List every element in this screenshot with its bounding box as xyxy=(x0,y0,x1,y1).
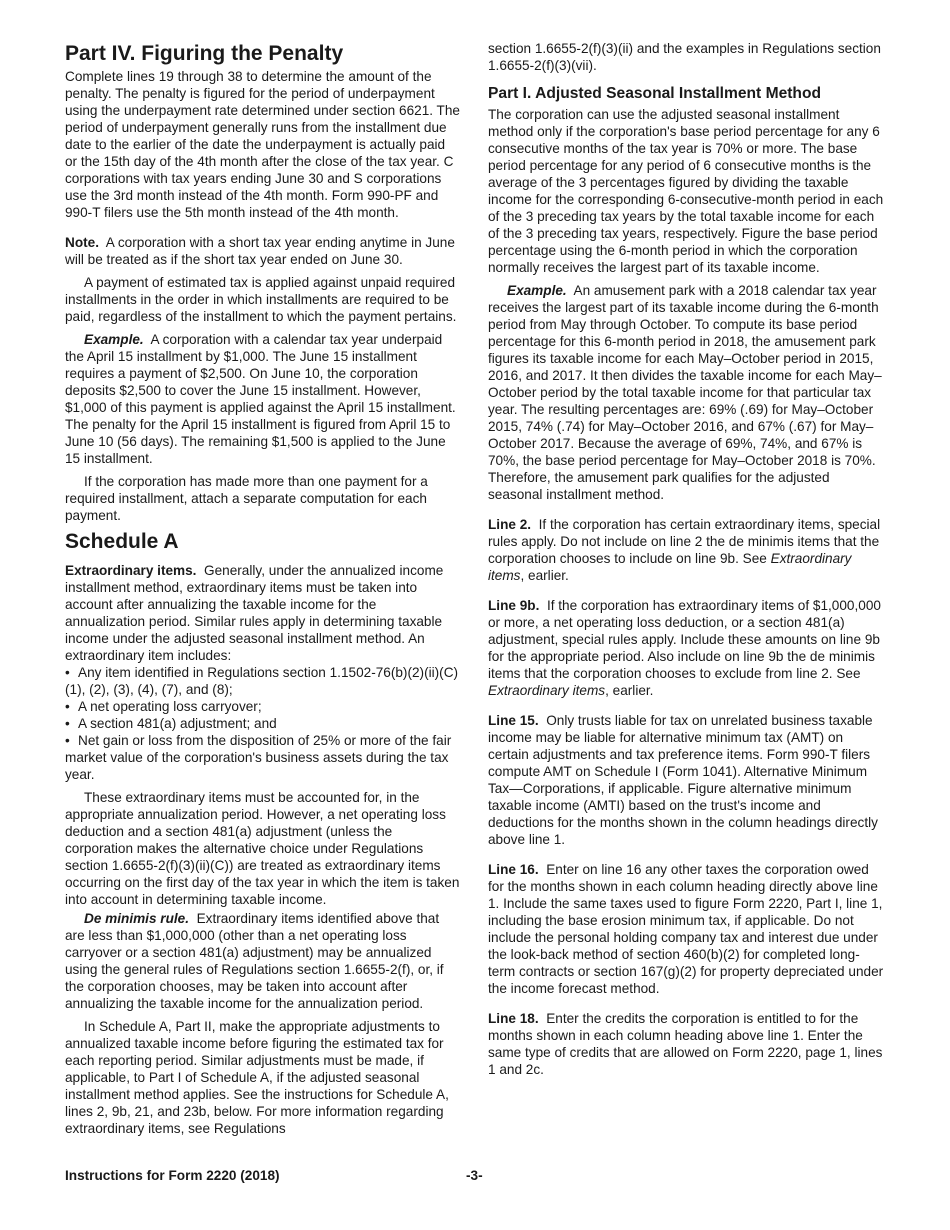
example-label: Example. xyxy=(507,283,567,298)
note-paragraph xyxy=(65,234,460,268)
payment-paragraph: A payment of estimated tax is applied against unpaid required installments in the order in which installments are required to be paid, regardless of the installment to which the payment pertains. xyxy=(65,275,457,324)
example-text: A corporation with a calendar tax year underpaid the April 15 installment by $1,000. The June 15 installment requires a payment of $2,500. On June 10, the corporation deposits $2,500 to cover the June 15 installment. However, $1,000 of this payment is applied against the April 15 installment. The penalty for the April 15 installment is figured from April 15 to June 10 (56 days). The remaining $1,500 is applied to the June 15 installment. xyxy=(65,332,456,466)
note-label: Note. xyxy=(65,235,99,250)
schedule-a-adjustments-paragraph: In Schedule A, Part II, make the appropriate adjustments to annualized taxable income before figuring the estimated tax for each reporting period. Similar adjustments must be made, if applicable, to Part I of Schedule A, if the adjusted seasonal installment method applies. See the instructions for Schedule A, lines 2, 9b, 21, and 23b, below. For more information regarding extraordinary items, see Regulations xyxy=(65,1019,449,1136)
list-item: • Any item identified in Regulations section 1.1502-76(b)(2)(ii)(C)(1), (2), (3), (4), (7), and (8); xyxy=(65,665,459,697)
de-minimis-paragraph xyxy=(65,910,460,1012)
de-minimis-label: De minimis rule. xyxy=(84,911,190,926)
left-column xyxy=(65,40,460,1137)
bullet-icon: • xyxy=(65,716,70,731)
accounted-paragraph: These extraordinary items must be accounted for, in the appropriate annualization period. However, a net operating loss deduction and a section 481(a) adjustment (unless the corporation makes the alternative choice under Regulations section 1.6655-2(f)(3)(ii)(C)) are treated as extraordinary items occurring on the first day of the tax year in which the item is taken into account in determining taxable income. xyxy=(65,790,460,907)
line-16-label: Line 16. xyxy=(488,862,539,877)
extraordinary-items-text: Generally, under the annualized income installment method, extraordinary items must be taken into account after annualizing the taxable income for the annualization period. Similar rules apply in determining taxable income under the adjusted seasonal installment method. An extraordinary item includes: xyxy=(65,563,444,663)
line-16-paragraph: Line 16. Enter on line 16 any other taxes the corporation owed for the months shown in each column heading directly above line 1. Include the same taxes used to figure Form 2220, Part I, line 1, including the base erosion minimum tax, if applicable. Do not include the personal holding company tax and interest due under the look-back method of section 460(b)(2) for completed long-term contracts or section 167(g)(2) for property depreciated under the income forecast method. xyxy=(488,862,884,996)
line-2-paragraph: Line 2. If the corporation has certain extraordinary items, special rules apply. Do not include on line 2 the de minimis items that the corporation chooses to include on line 9b. See Extraordinary items, earlier. xyxy=(488,517,881,583)
line-18-label: Line 18. xyxy=(488,1011,539,1026)
line-15-label: Line 15. xyxy=(488,713,539,728)
line-9b-paragraph: Line 9b. If the corporation has extraordinary items of $1,000,000 or more, a net operating loss deduction, or a section 481(a) adjustment, special rules apply. Include these amounts on line 9b for the appropriate period. Also include on line 9b the de minimis items that the corporation chooses to exclude from line 2. See Extraordinary items, earlier. xyxy=(488,598,881,698)
right-column xyxy=(488,40,884,1078)
part1-paragraph: The corporation can use the adjusted seasonal installment method only if the corporation's base period percentage for any 6 consecutive months of the tax year is 70% or more. The base period percentage for any period of 6 consecutive months is the average of the 3 percentages figured by dividing the taxable income for the corresponding 6-consecutive-month period in each of the 3 preceding tax years by the total taxable income for each of the 3 preceding tax years, respectively. Figure the base period percentage using the 6-month period in which the corporation normally receives the largest part of its taxable income. xyxy=(488,107,884,275)
example-paragraph xyxy=(65,331,460,467)
bullet-icon: • xyxy=(65,733,70,748)
example-text: An amusement park with a 2018 calendar tax year receives the largest part of its taxable income during the 6-month period from May through October. To compute its base period percentage for this 6-month period in 2018, the amusement park figures its taxable income for each May–October period in 2015, 2016, and 2017. It then divides the taxable income for each May–October period by the total taxable income for that particular tax year. The resulting percentages are: 69% (.69) for May–October 2015, 74% (.74) for May–October 2016, and 67% (.67) for May–October 2017. Because the average of 69%, 74%, and 67% is 70%, the base period percentage for May–October 2018 is 70%. Therefore, the amusement park qualifies for the adjusted seasonal installment method. xyxy=(488,283,882,502)
more-payments-paragraph: If the corporation has made more than one payment for a required installment, attach a separate computation for each payment. xyxy=(65,474,428,523)
footer-page-number: -3- xyxy=(466,1168,483,1183)
line-9b-label: Line 9b. xyxy=(488,598,540,613)
part1-heading: Part I. Adjusted Seasonal Installment Method xyxy=(488,85,822,102)
extraordinary-items-label: Extraordinary items. xyxy=(65,563,197,578)
extraordinary-items-paragraph xyxy=(65,562,460,664)
bullet-icon: • xyxy=(65,699,70,714)
line-15-paragraph: Line 15. Only trusts liable for tax on unrelated business taxable income may be liable for alternative minimum tax (AMT) on certain adjustments and tax preference items. Form 990-T filers compute AMT on Schedule I (Form 1041). Alternative Minimum Tax—Corporations, if applicable. Figure alternative minimum taxable income (AMTI) based on the trust's income and deductions for the months shown in the column headings directly above line 1. xyxy=(488,713,878,847)
part4-heading: Part IV. Figuring the Penalty xyxy=(65,42,344,65)
list-item: • A net operating loss carryover; xyxy=(65,699,262,714)
list-item: • A section 481(a) adjustment; and xyxy=(65,716,277,731)
part4-paragraph: Complete lines 19 through 38 to determine the amount of the penalty. The penalty is figured for the period of underpayment using the underpayment rate determined under section 6621. The period of underpayment generally runs from the installment due date to the earlier of the date the underpayment is actually paid or the 15th day of the 4th month after the close of the tax year. C corporations with tax years ending June 30 and S corporations use the 3rd month instead of the 4th month. Form 990-PF and 990-T filers use the 5th month instead of the 4th month. xyxy=(65,69,460,220)
example-paragraph xyxy=(488,282,884,503)
example-label: Example. xyxy=(84,332,144,347)
note-text: A corporation with a short tax year ending anytime in June will be treated as if the short tax year ended on June 30. xyxy=(65,235,455,267)
line-18-paragraph: Line 18. Enter the credits the corporation is entitled to for the months shown in each column heading above line 1. Enter the same type of credits that are allowed on Form 2220, page 1, lines 1 and 2c. xyxy=(488,1011,883,1077)
bullet-icon: • xyxy=(65,665,70,680)
footer-form-title: Instructions for Form 2220 (2018) xyxy=(65,1168,280,1183)
schedule-a-heading: Schedule A xyxy=(65,530,179,553)
de-minimis-text: Extraordinary items identified above that are less than $1,000,000 (other than a net operating loss carryover or a section 481(a) adjustment) may be annualized using the general rules of Regulations section 1.6655-2(f), or, if the corporation chooses, may be taken into account after annualizing the taxable income for the annualization period. xyxy=(65,911,444,1011)
continued-paragraph: section 1.6655-2(f)(3)(ii) and the examples in Regulations section 1.6655-2(f)(3)(vii). xyxy=(488,41,881,73)
list-item: • Net gain or loss from the disposition of 25% or more of the fair market value of the corporation's business assets during the tax year. xyxy=(65,733,452,782)
extraordinary-items-list xyxy=(65,664,460,783)
line-2-label: Line 2. xyxy=(488,517,532,532)
